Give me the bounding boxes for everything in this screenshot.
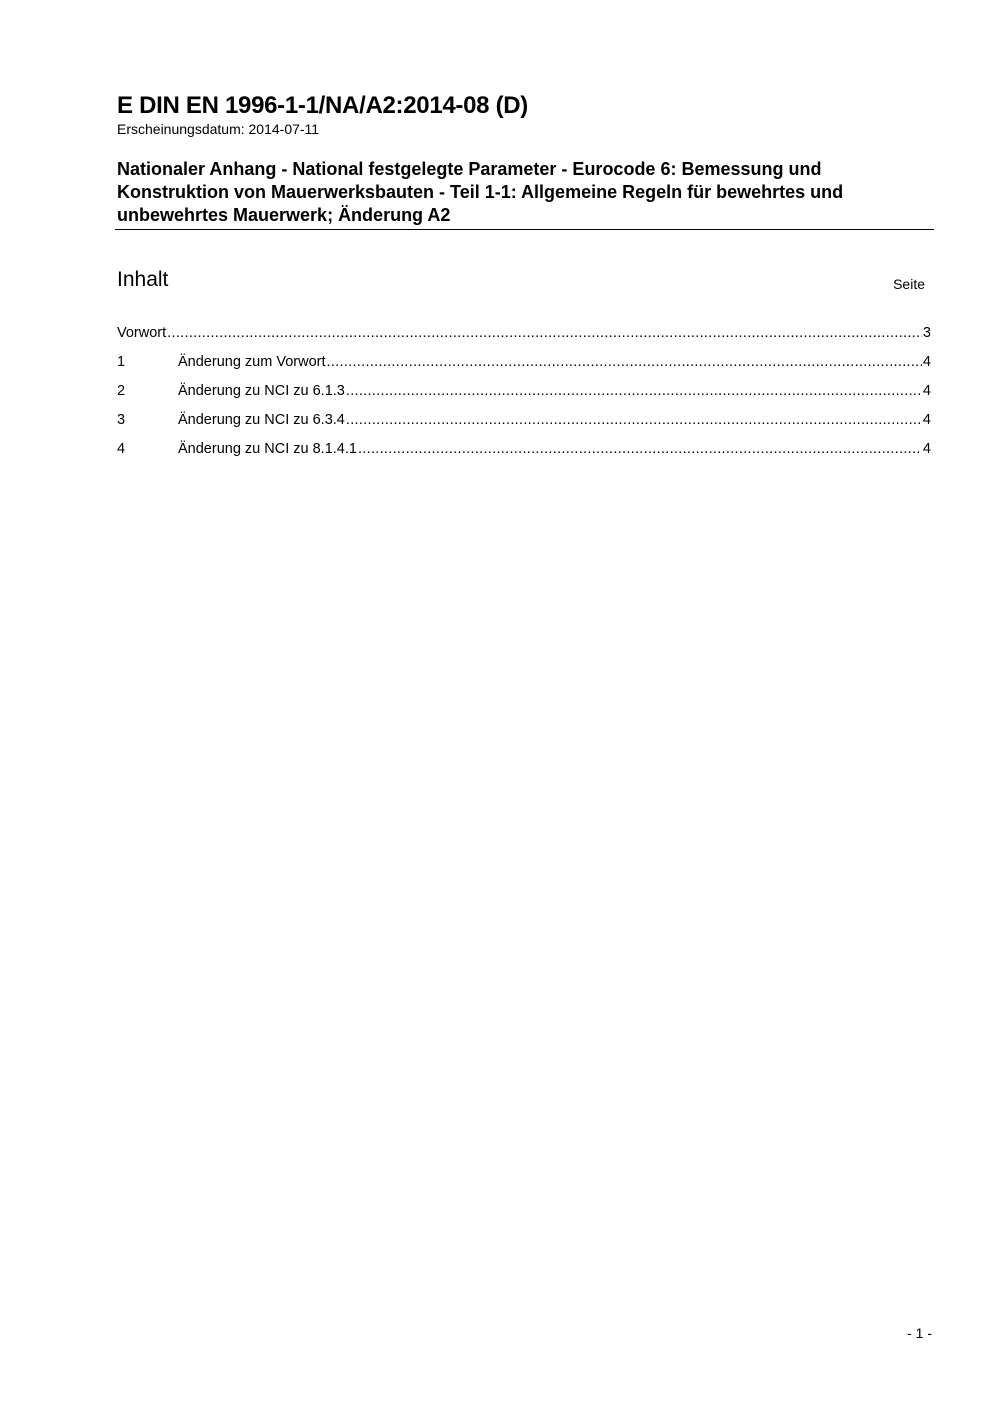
toc-entry-label[interactable]: Änderung zu NCI zu 8.1.4.1 xyxy=(178,441,357,457)
toc-entry-page: 4 xyxy=(922,383,931,399)
toc-entry-page: 3 xyxy=(922,325,931,341)
toc-entry-3[interactable] xyxy=(117,412,931,441)
toc-entry-label[interactable]: Vorwort xyxy=(117,325,167,341)
toc-entry-label[interactable]: Änderung zu NCI zu 6.3.4 xyxy=(178,412,345,428)
toc-entry-number: 4 xyxy=(117,441,126,457)
toc-heading: Inhalt xyxy=(117,268,169,291)
toc-dot-leader xyxy=(346,383,922,399)
document-id: E DIN EN 1996-1-1/NA/A2:2014-08 (D) xyxy=(117,92,528,119)
toc-entry-vorwort[interactable] xyxy=(117,325,931,354)
document-title: Nationaler Anhang - National festgelegte Parameter - Eurocode 6: Bemessung und Konstruktion von Mauerwerksbauten - Teil 1-1: Allgemeine Regeln für bewehrtes und unbewehrtes Mauerwerk; Änderung A2 xyxy=(117,159,844,225)
toc-dot-leader xyxy=(358,441,922,457)
toc-entry-label[interactable]: Änderung zum Vorwort xyxy=(178,354,326,370)
toc-entry-page: 4 xyxy=(922,354,931,370)
toc-entry-number: 2 xyxy=(117,383,126,399)
toc-entry-page: 4 xyxy=(922,412,931,428)
toc-entry-page: 4 xyxy=(922,441,931,457)
toc-page-column-label: Seite xyxy=(893,276,925,292)
toc-entry-label[interactable]: Änderung zu NCI zu 6.1.3 xyxy=(178,383,345,399)
page-number: - 1 - xyxy=(907,1325,932,1341)
toc-entry-4[interactable] xyxy=(117,441,931,470)
toc-entry-1[interactable] xyxy=(117,354,931,383)
toc-dot-leader xyxy=(327,354,922,370)
toc-entry-2[interactable] xyxy=(117,383,931,412)
title-divider xyxy=(115,229,934,230)
toc-dot-leader xyxy=(167,325,922,341)
toc-dot-leader xyxy=(346,412,922,428)
toc-entry-number: 1 xyxy=(117,354,126,370)
publication-date: Erscheinungsdatum: 2014-07-11 xyxy=(117,121,320,137)
table-of-contents xyxy=(117,325,931,470)
toc-entry-number: 3 xyxy=(117,412,126,428)
